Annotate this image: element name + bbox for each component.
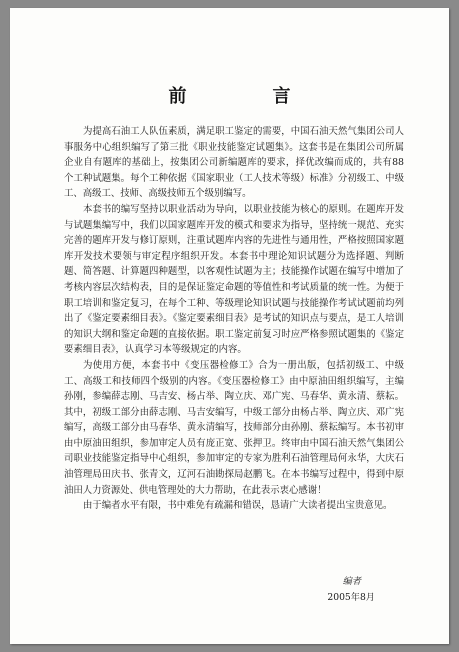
date-line: 2005年8月 (327, 592, 375, 603)
paragraph-1: 为提高石油工人队伍素质，满足职工鉴定的需要，中国石油天然气集团公司人事服务中心组织编写了第三批《职业技能鉴定试题集》。这套书是在集团公司所属企业自有题库的基础上，按集团公司新编题库的要求，择优改编而成的，共有88个工种试题集。每个工种依据《国家职业（工人技术等级）标准》分初级工、中级工、高级工、技师、高级技师五个级别编写。 (64, 126, 404, 200)
author-signature: 编者 (342, 576, 361, 587)
body-text (64, 124, 404, 514)
paragraph-4: 由于编者水平有限，书中难免有疏漏和错误，恳请广大读者提出宝贵意见。 (83, 500, 393, 512)
document-page (10, 8, 449, 644)
signature-block (327, 574, 375, 606)
paragraph-2: 本套书的编写坚持以职业活动为导向，以职业技能为核心的原则。在题库开发与试题集编写中，我们以国家题库开发的模式和要求为指导，坚持统一规范、充实完善的题库开发与修订原则，注重试题库内容的先进性与通用性，严格按照国家题库开发技术要领与审定程序组织开发。本套书中理论知识试题分为选择题、判断题、简答题、计算题四种题型，以客观性试题为主；技能操作试题在编写中增加了考核内容层次结构表，目的是保证鉴定命题的等值性和考试质量的统一性。为便于职工培训和鉴定复习，在每个工种、等级理论知识试题与技能操作考试试题前均列出了《鉴定要素细目表》。《鉴定要素细目表》是考试的知识点与要点，是工人培训的知识大纲和鉴定命题的直接依据。职工鉴定前复习时应严格参照试题集的《鉴定要素细目表》，认真学习本等级规定的内容。 (64, 203, 404, 356)
paragraph-3: 为使用方便，本套书中《变压器检修工》合为一册出版，包括初级工、中级工、高级工和技师四个级别的内容。《变压器检修工》由中原油田组织编写，主编孙刚，参编薛志刚、马吉安、杨占举、陶立庆、邓广宪、马春华、黄永清、蔡耘。其中，初级工部分由薛志刚、马吉安编写，中级工部分由杨占举、陶立庆、邓广宪编写，高级工部分由马春华、黄永清编写，技师部分由孙刚、蔡耘编写。本书初审由中原油田组织，参加审定人员有庞正宽、张押卫。终审由中国石油天然气集团公司职业技能鉴定指导中心组织，参加审定的专家为胜利石油管理局何永华，大庆石油管理局田庆书、张青文，辽河石油勘探局赵鹏飞。在本书编写过程中，得到中原油田人力资源处、供电管理处的大力帮助，在此表示衷心感谢！ (64, 359, 404, 496)
page-title: 前 言 (168, 86, 325, 107)
